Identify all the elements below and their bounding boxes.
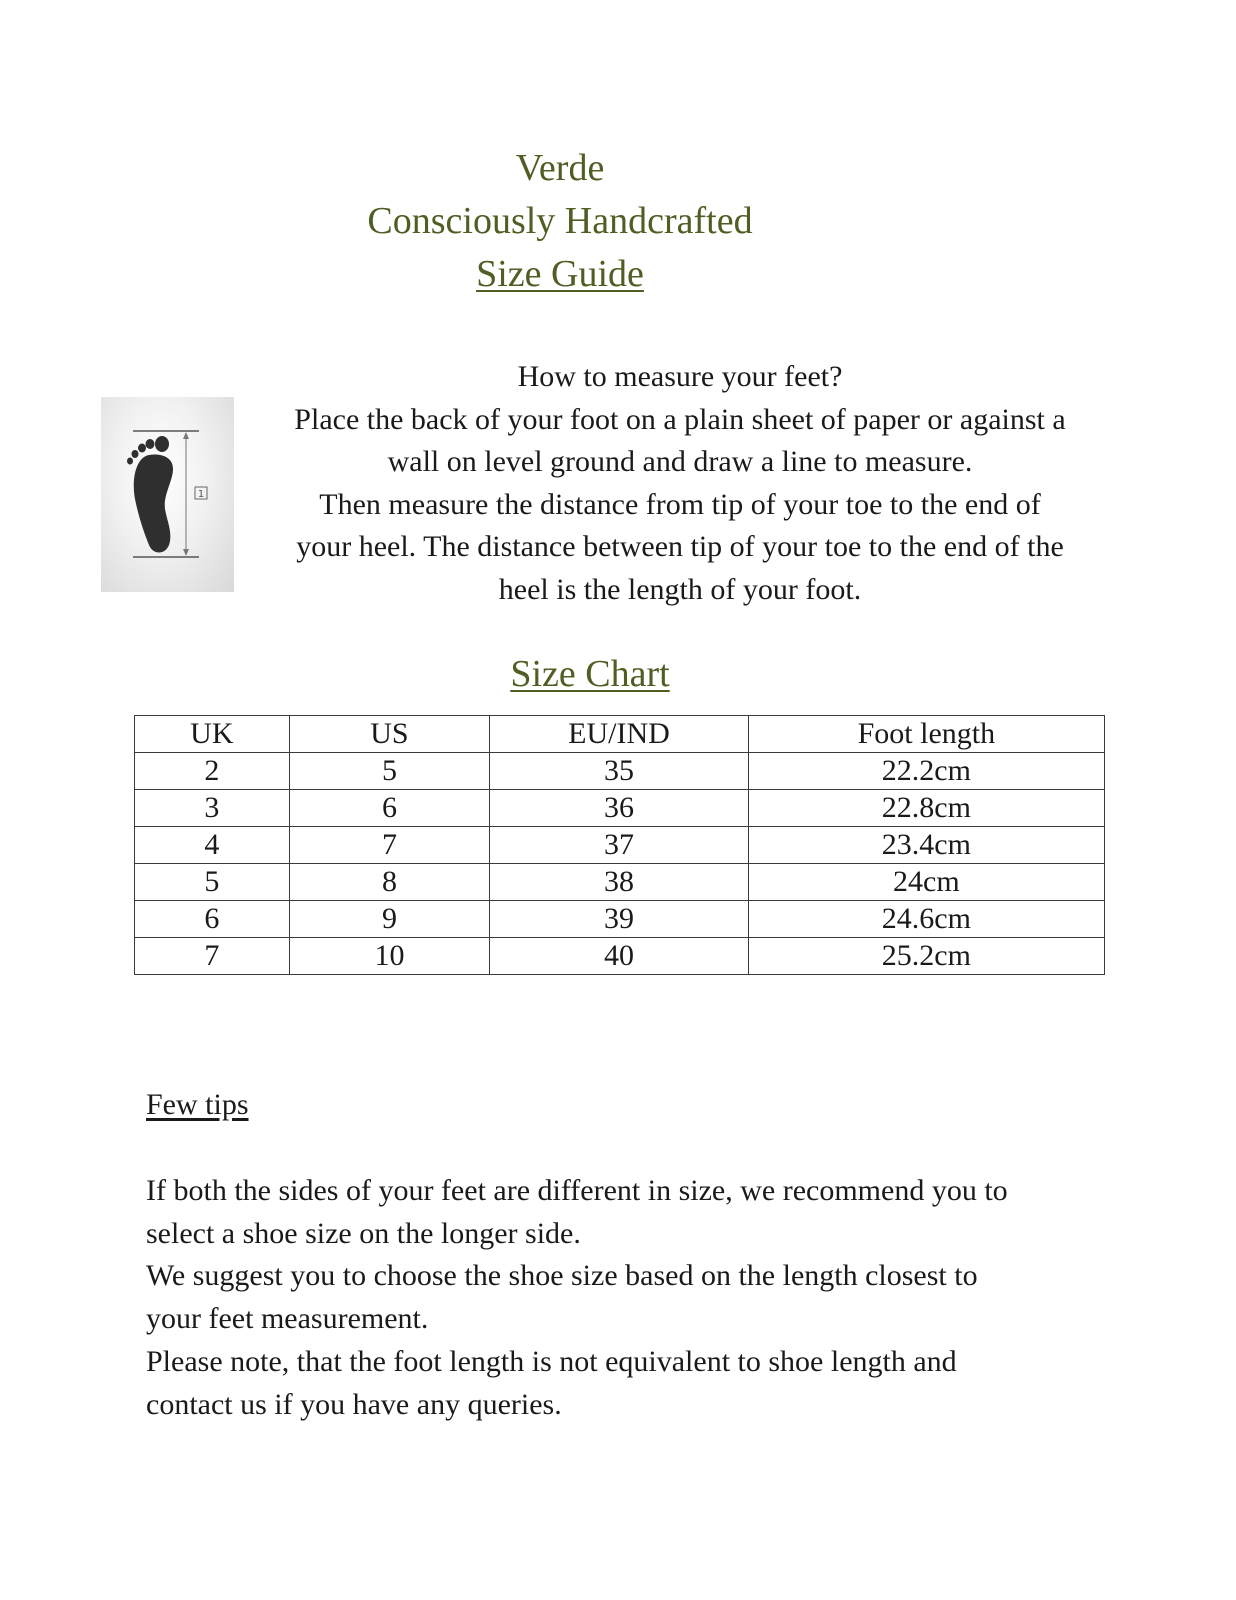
table-cell: 23.4cm — [748, 827, 1104, 864]
table-header-row — [135, 716, 1105, 753]
table-cell: 22.2cm — [748, 753, 1104, 790]
measure-line: your heel. The distance between tip of your toe to the end of the — [296, 530, 1064, 563]
table-cell: 38 — [490, 864, 749, 901]
column-header-us: US — [289, 716, 490, 753]
tip-line: If both the sides of your feet are different in size, we recommend you to — [146, 1174, 1008, 1207]
svg-text:1: 1 — [197, 489, 205, 500]
table-cell: 7 — [135, 938, 290, 975]
size-chart-title: Size Chart — [510, 653, 670, 695]
column-header-foot-length: Foot length — [748, 716, 1104, 753]
foot-measure-icon — [101, 397, 234, 592]
table-cell: 37 — [490, 827, 749, 864]
table-cell: 40 — [490, 938, 749, 975]
table-cell: 8 — [289, 864, 490, 901]
tips-heading: Few tips — [146, 1088, 249, 1121]
table-cell: 2 — [135, 753, 290, 790]
table-cell: 39 — [490, 901, 749, 938]
measure-line: wall on level ground and draw a line to measure. — [387, 445, 973, 478]
page-header — [300, 142, 820, 301]
measure-line: How to measure your feet? — [517, 360, 843, 393]
brand-tagline: Consciously Handcrafted — [367, 200, 753, 242]
table-cell: 24cm — [748, 864, 1104, 901]
tip-line: contact us if you have any queries. — [146, 1387, 562, 1421]
table-row — [135, 938, 1105, 975]
table-cell: 7 — [289, 827, 490, 864]
column-header-eu: EU/IND — [490, 716, 749, 753]
tips-body — [146, 1170, 1096, 1426]
table-cell: 22.8cm — [748, 790, 1104, 827]
table-cell: 6 — [289, 790, 490, 827]
table-cell: 6 — [135, 901, 290, 938]
table-row — [135, 901, 1105, 938]
measure-instructions — [250, 356, 1110, 611]
table-cell: 3 — [135, 790, 290, 827]
table-cell: 5 — [135, 864, 290, 901]
size-chart-table — [134, 715, 1105, 975]
tip-line: select a shoe size on the longer side. — [146, 1216, 581, 1250]
tip-line: Please note, that the foot length is not equivalent to shoe length and — [146, 1344, 957, 1378]
tip-line: We suggest you to choose the shoe size based on the length closest to — [146, 1259, 978, 1293]
column-header-uk: UK — [135, 716, 290, 753]
table-cell: 25.2cm — [748, 938, 1104, 975]
foot-measure-image — [101, 397, 234, 592]
table-row — [135, 827, 1105, 864]
table-cell: 5 — [289, 753, 490, 790]
table-cell: 10 — [289, 938, 490, 975]
table-cell: 36 — [490, 790, 749, 827]
brand-name: Verde — [515, 147, 605, 189]
table-cell: 4 — [135, 827, 290, 864]
table-row — [135, 753, 1105, 790]
measure-line: Then measure the distance from tip of your toe to the end of — [319, 487, 1041, 521]
table-row — [135, 864, 1105, 901]
table-row — [135, 790, 1105, 827]
measure-line: heel is the length of your foot. — [498, 572, 862, 606]
table-cell: 24.6cm — [748, 901, 1104, 938]
table-cell: 35 — [490, 753, 749, 790]
measure-line: Place the back of your foot on a plain sheet of paper or against a — [294, 402, 1066, 436]
tip-line: your feet measurement. — [146, 1302, 429, 1336]
page-title: Size Guide — [476, 253, 644, 295]
table-cell: 9 — [289, 901, 490, 938]
